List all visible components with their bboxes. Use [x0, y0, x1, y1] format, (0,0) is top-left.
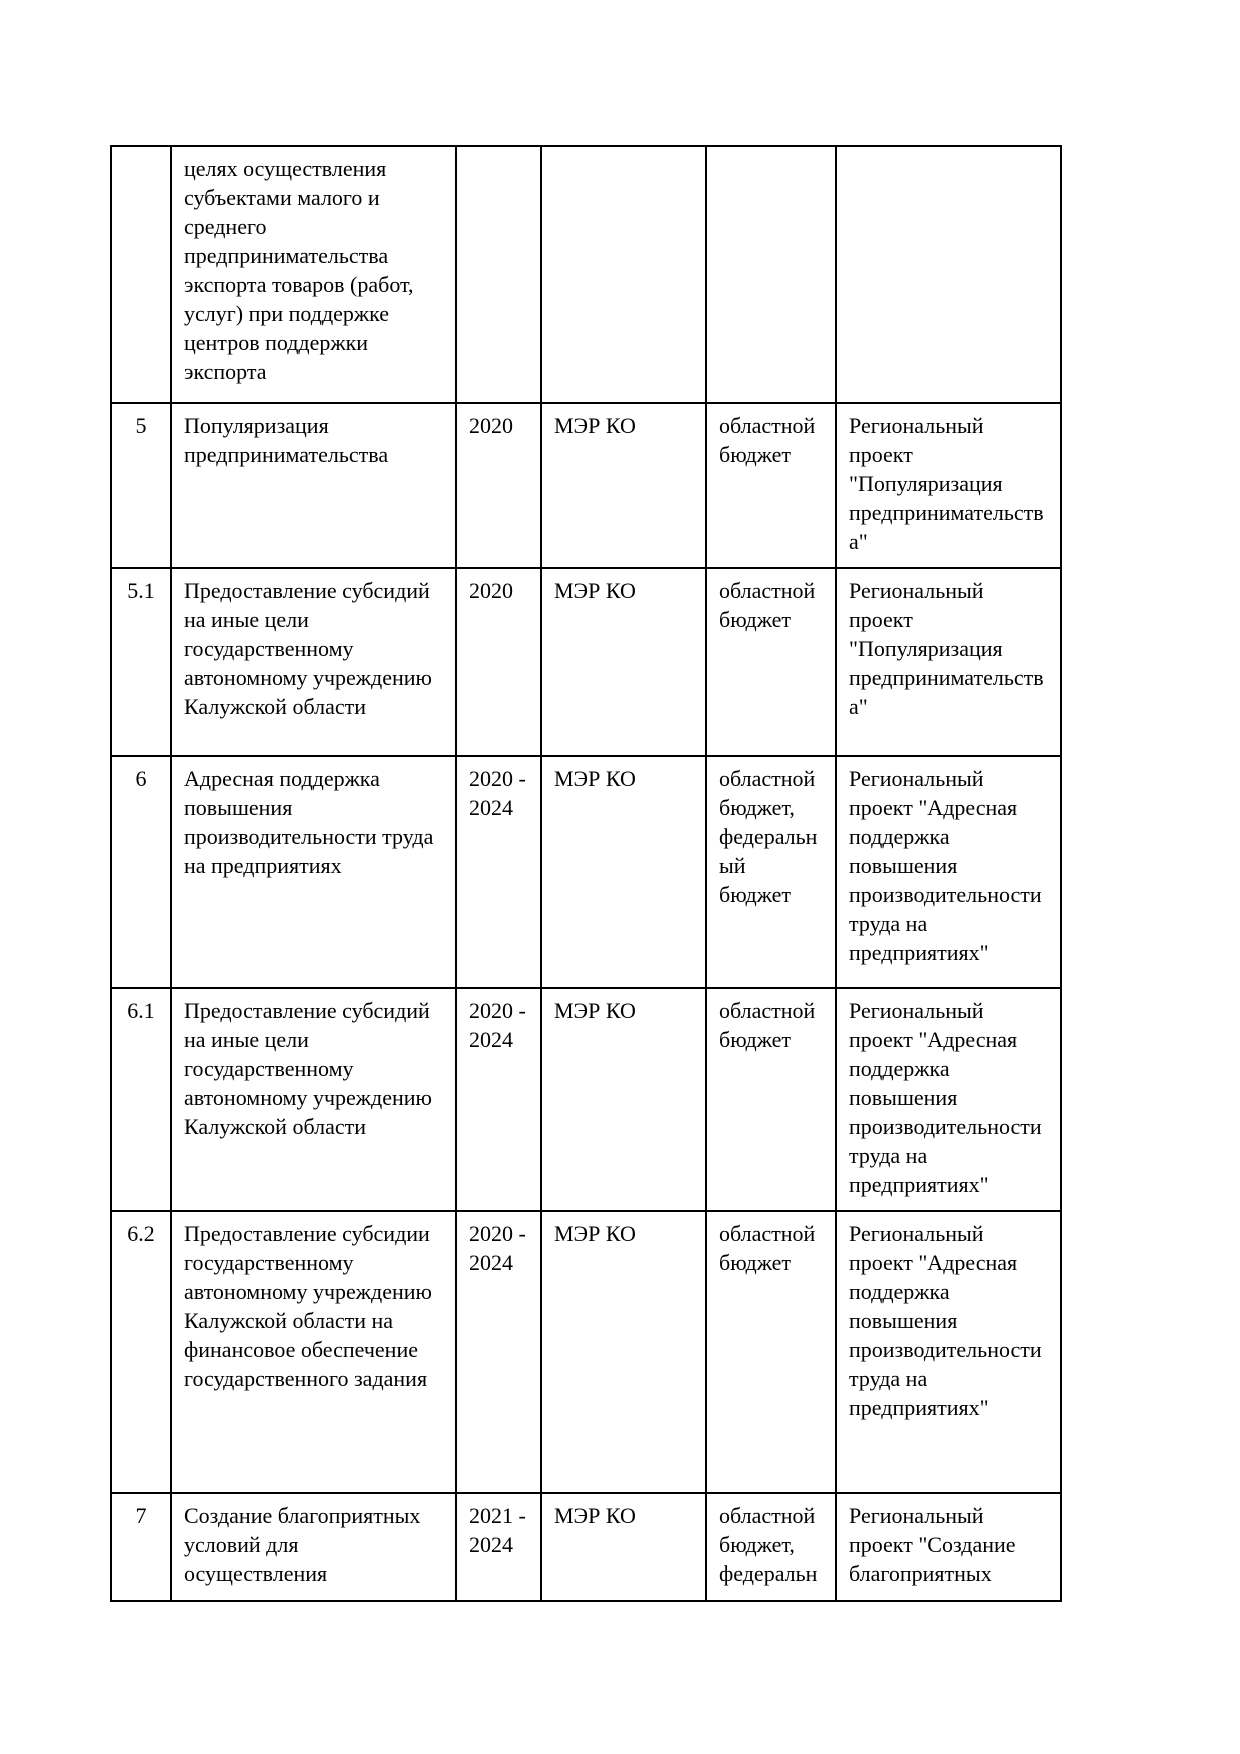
- project-cell: Региональный проект "Адресная поддержка повышения производительности труда на предприятиях": [836, 988, 1061, 1211]
- funding-source-cell: областной бюджет, федеральный бюджет: [706, 756, 836, 988]
- executor-cell: МЭР КО: [541, 403, 706, 568]
- table-row: [111, 568, 1061, 756]
- funding-source-cell: областной бюджет, федеральн: [706, 1493, 836, 1601]
- project-cell: Региональный проект "Создание благоприятных: [836, 1493, 1061, 1601]
- executor-cell: МЭР КО: [541, 1493, 706, 1601]
- funding-source-cell: областной бюджет: [706, 1211, 836, 1493]
- measure-name-cell: Предоставление субсидий на иные цели государственному автономному учреждению Калужской области: [171, 988, 456, 1211]
- row-number-cell: 5: [111, 403, 171, 568]
- project-cell: Региональный проект "Адресная поддержка повышения производительности труда на предприятиях": [836, 1211, 1061, 1493]
- row-number-cell: [111, 146, 171, 403]
- period-cell: 2021 - 2024: [456, 1493, 541, 1601]
- measure-name-cell: целях осуществления субъектами малого и среднего предпринимательства экспорта товаров (работ, услуг) при поддержке центров поддержки экспорта: [171, 146, 456, 403]
- table-row: [111, 988, 1061, 1211]
- row-number-cell: 7: [111, 1493, 171, 1601]
- period-cell: 2020: [456, 403, 541, 568]
- executor-cell: [541, 146, 706, 403]
- row-number-cell: 6.1: [111, 988, 171, 1211]
- executor-cell: МЭР КО: [541, 1211, 706, 1493]
- executor-cell: МЭР КО: [541, 756, 706, 988]
- funding-source-cell: [706, 146, 836, 403]
- table-row: [111, 146, 1061, 403]
- period-cell: [456, 146, 541, 403]
- funding-source-cell: областной бюджет: [706, 403, 836, 568]
- period-cell: 2020 - 2024: [456, 1211, 541, 1493]
- funding-source-cell: областной бюджет: [706, 568, 836, 756]
- project-cell: [836, 146, 1061, 403]
- measure-name-cell: Предоставление субсидий на иные цели государственному автономному учреждению Калужской области: [171, 568, 456, 756]
- row-number-cell: 5.1: [111, 568, 171, 756]
- row-number-cell: 6.2: [111, 1211, 171, 1493]
- table-row: [111, 1211, 1061, 1493]
- table-row: [111, 403, 1061, 568]
- measures-table-body: [111, 146, 1061, 1601]
- measure-name-cell: Предоставление субсидии государственному автономному учреждению Калужской области на финансовое обеспечение государственного задания: [171, 1211, 456, 1493]
- project-cell: Региональный проект "Популяризация предпринимательства": [836, 403, 1061, 568]
- funding-source-cell: областной бюджет: [706, 988, 836, 1211]
- measure-name-cell: Создание благоприятных условий для осуществления: [171, 1493, 456, 1601]
- measure-name-cell: Популяризация предпринимательства: [171, 403, 456, 568]
- measure-name-cell: Адресная поддержка повышения производительности труда на предприятиях: [171, 756, 456, 988]
- executor-cell: МЭР КО: [541, 988, 706, 1211]
- period-cell: 2020: [456, 568, 541, 756]
- period-cell: 2020 - 2024: [456, 756, 541, 988]
- measures-table: [110, 145, 1062, 1602]
- row-number-cell: 6: [111, 756, 171, 988]
- project-cell: Региональный проект "Популяризация предпринимательства": [836, 568, 1061, 756]
- executor-cell: МЭР КО: [541, 568, 706, 756]
- project-cell: Региональный проект "Адресная поддержка повышения производительности труда на предприятиях": [836, 756, 1061, 988]
- table-row: [111, 756, 1061, 988]
- period-cell: 2020 - 2024: [456, 988, 541, 1211]
- table-row: [111, 1493, 1061, 1601]
